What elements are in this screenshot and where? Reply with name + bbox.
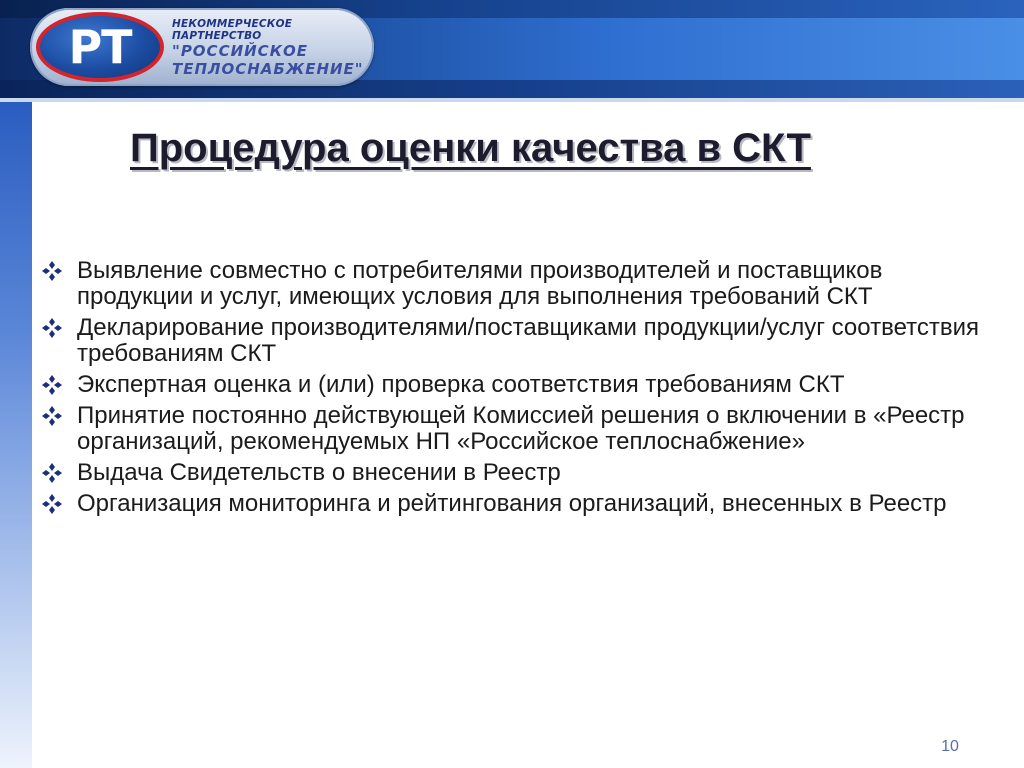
slide-title: Процедура оценки качества в СКТ	[130, 126, 811, 170]
list-item	[40, 460, 1000, 486]
diamond-bullet-icon	[40, 259, 64, 283]
diamond-bullet-icon	[40, 492, 64, 516]
logo-line-3: ТЕПЛОСНАБЖЕНИЕ"	[172, 60, 364, 78]
bullet-text: Организация мониторинга и рейтингования организаций, внесенных в Реестр	[77, 490, 947, 517]
list-item	[40, 491, 1000, 517]
bullet-text: Декларирование производителями/поставщиками продукции/услуг соответствия требованиям СКТ	[77, 314, 979, 367]
page-number: 10	[941, 738, 959, 755]
diamond-bullet-icon	[40, 461, 64, 485]
header-bar	[0, 0, 1024, 102]
bullet-list	[40, 258, 1000, 522]
list-item	[40, 258, 1000, 310]
list-item	[40, 372, 1000, 398]
organization-logo	[30, 8, 374, 86]
bullet-text: Выдача Свидетельств о внесении в Реестр	[77, 459, 561, 486]
list-item	[40, 403, 1000, 455]
bullet-text: Принятие постоянно действующей Комиссией решения о включении в «Реестр организаций, рекомендуемых НП «Российское теплоснабжение»	[77, 402, 965, 455]
list-item	[40, 315, 1000, 367]
logo-line-2: "РОССИЙСКОЕ	[172, 42, 308, 60]
left-gradient-bar	[0, 102, 32, 768]
logo-letters: PT	[68, 20, 132, 74]
logo-emblem-icon	[36, 12, 164, 82]
logo-line-1: НЕКОММЕРЧЕСКОЕ ПАРТНЕРСТВО	[172, 18, 293, 42]
diamond-bullet-icon	[40, 404, 64, 428]
bullet-text: Выявление совместно с потребителями производителей и поставщиков продукции и услуг, имеющих условия для выполнения требований СКТ	[77, 257, 883, 310]
diamond-bullet-icon	[40, 373, 64, 397]
bullet-text: Экспертная оценка и (или) проверка соответствия требованиям СКТ	[77, 371, 845, 398]
logo-text	[172, 18, 372, 78]
diamond-bullet-icon	[40, 316, 64, 340]
